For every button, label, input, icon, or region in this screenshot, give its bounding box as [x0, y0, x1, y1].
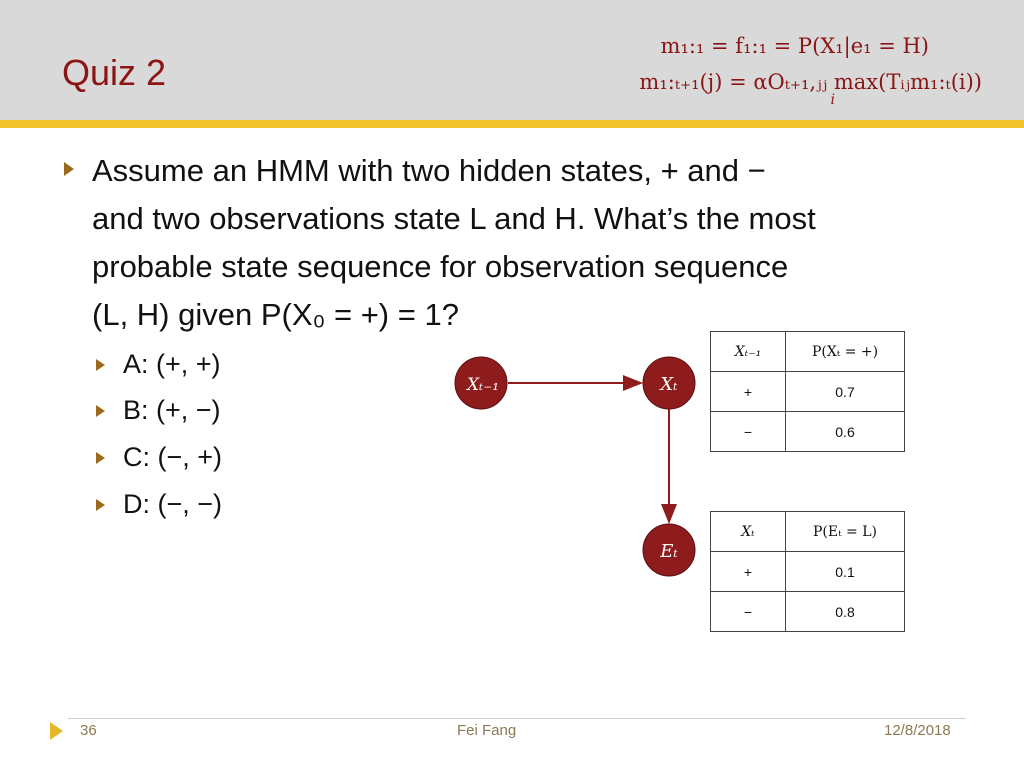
table-cell: − [711, 592, 786, 632]
table-cell: − [711, 412, 786, 452]
table-cell: 0.6 [786, 412, 905, 452]
slide-title: Quiz 2 [62, 52, 167, 93]
option-b: B: (+, −) [123, 395, 221, 425]
table-header-cell: P(Xₜ = +) [786, 332, 905, 372]
footer-author: Fei Fang [457, 722, 517, 739]
page-number: 36 [80, 722, 97, 739]
table-header-row [711, 512, 905, 552]
formula-line-1: m₁:₁ = f₁:₁ = P(X₁|e₁ = H) [660, 34, 929, 58]
table-row [711, 372, 905, 412]
question-line-4: (L, H) given P(X₀ = +) = 1? [92, 297, 459, 332]
formula-max-subscript: i [830, 92, 835, 108]
table-cell: 0.7 [786, 372, 905, 412]
question-line-1: Assume an HMM with two hidden states, + and − [92, 153, 766, 188]
formula-line-2: m₁:ₜ₊₁(j) = αOₜ₊₁,ⱼⱼ max(Tᵢⱼm₁:ₜ(i)) [639, 70, 982, 94]
option-d: D: (−, −) [123, 489, 223, 519]
node-x-prev-label: Xₜ₋₁ [466, 375, 500, 395]
footer-divider [68, 718, 966, 719]
transition-table [710, 331, 905, 452]
node-evidence-label: Eₜ [660, 541, 678, 562]
footer-date: 12/8/2018 [884, 722, 951, 739]
emission-table [710, 511, 905, 632]
table-row [711, 552, 905, 592]
node-x-curr-label: Xₜ [660, 374, 678, 395]
option-a: A: (+, +) [123, 349, 221, 379]
table-row [711, 592, 905, 632]
table-header-cell: P(Eₜ = L) [786, 512, 905, 552]
question-line-2: and two observations state L and H. What’s the most [92, 201, 816, 236]
table-cell: + [711, 552, 786, 592]
table-cell: 0.1 [786, 552, 905, 592]
table-cell: + [711, 372, 786, 412]
question-line-3: probable state sequence for observation sequence [92, 249, 789, 284]
table-header-row [711, 332, 905, 372]
table-cell: 0.8 [786, 592, 905, 632]
table-row [711, 412, 905, 452]
footer-arrow-icon [50, 722, 63, 740]
option-c: C: (−, +) [123, 442, 223, 472]
table-header-cell: Xₜ [711, 512, 786, 552]
table-header-cell: Xₜ₋₁ [711, 332, 786, 372]
